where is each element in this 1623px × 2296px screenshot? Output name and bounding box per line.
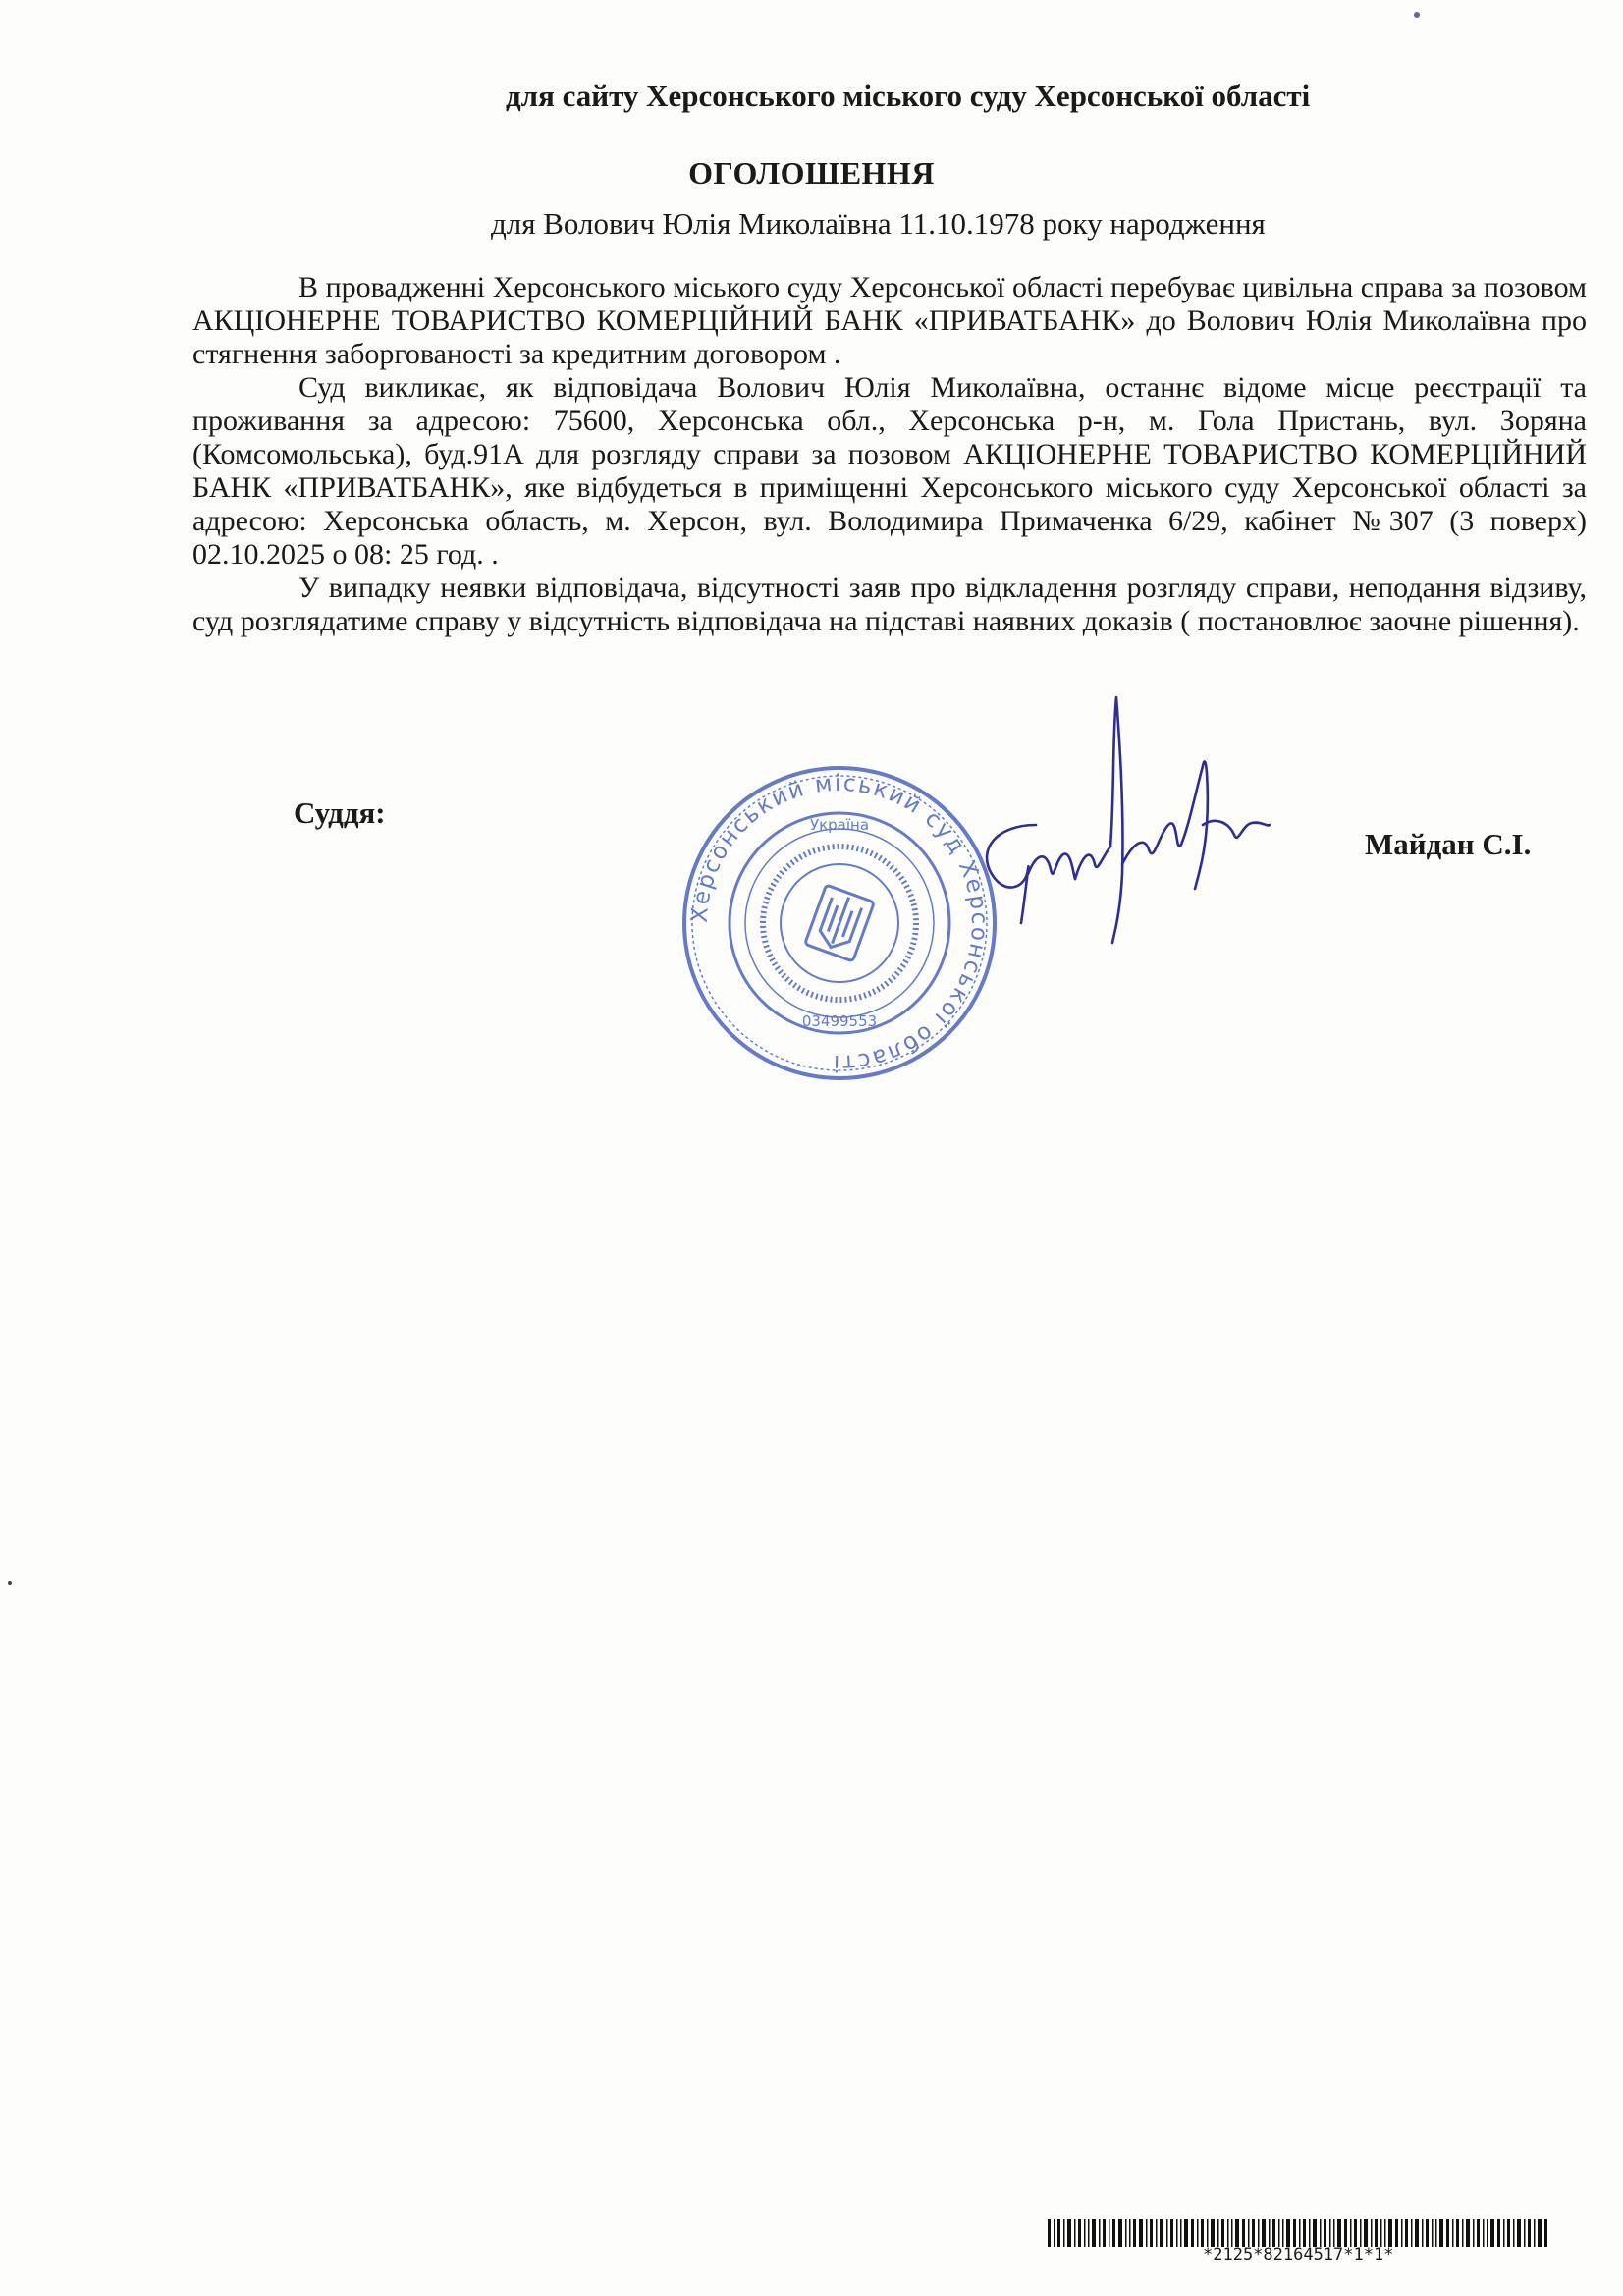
document-subtitle: для Волович Юлія Миколаївна 11.10.1978 року народження (491, 206, 1266, 241)
paragraph-proceeding: В провадженні Херсонського міського суду Херсонської області перебуває цивільна справа за позовом АКЦІОНЕРНЕ ТОВАРИСТВО КОМЕРЦІЙНИЙ БАНК «ПРИВАТБАНК» до Волович Юлія Миколаївна про стягнення заборгованості за кредитним договором . (192, 271, 1587, 370)
seal-code: 03499553 (801, 1012, 878, 1030)
barcode-number: *2125*82164517*1*1* (1203, 2245, 1394, 2265)
scan-speck (8, 1581, 12, 1585)
seal-ring-text: Херсонський міський суд Херсонської області (686, 770, 993, 1076)
document-title: ОГОЛОШЕННЯ (688, 155, 935, 191)
court-seal-stamp (677, 761, 1001, 1085)
document-body (192, 271, 1587, 638)
seal-country: Україна (809, 816, 870, 834)
judge-signature (967, 678, 1271, 953)
judge-name: Майдан С.І. (1365, 827, 1532, 861)
judge-label: Суддя: (294, 795, 386, 830)
document-barcode (1048, 2219, 1548, 2247)
paragraph-absence: У випадку неявки відповідача, відсутності заяв про відкладення розгляду справи, неподання відзиву, суд розглядатиме справу у відсутність відповідача на підставі наявних доказів ( постановлює заочне рішення). (192, 572, 1587, 637)
paragraph-summons: Суд викликає, як відповідача Волович Юлія Миколаївна, останнє відоме місце реєстрації та проживання за адресою: 75600, Херсонська обл., Херсонська р-н, м. Гола Пристань, вул. Зоряна (Комсомольська), буд.91А для розгляду справи за позовом АКЦІОНЕРНЕ ТОВАРИСТВО КОМЕРЦІЙНИЙ БАНК «ПРИВАТБАНК», яке відбудеться в приміщенні Херсонського міського суду Херсонської області за адресою: Херсонська область, м. Херсон, вул. Володимира Примаченка 6/29, кабінет №307 (3 поверх) 02.10.2025 о 08: 25 год. . (192, 371, 1587, 571)
scan-speck (1414, 12, 1420, 18)
document-header: для сайту Херсонського міського суду Херсонської області (506, 79, 1311, 113)
trident-emblem-icon (805, 885, 875, 961)
